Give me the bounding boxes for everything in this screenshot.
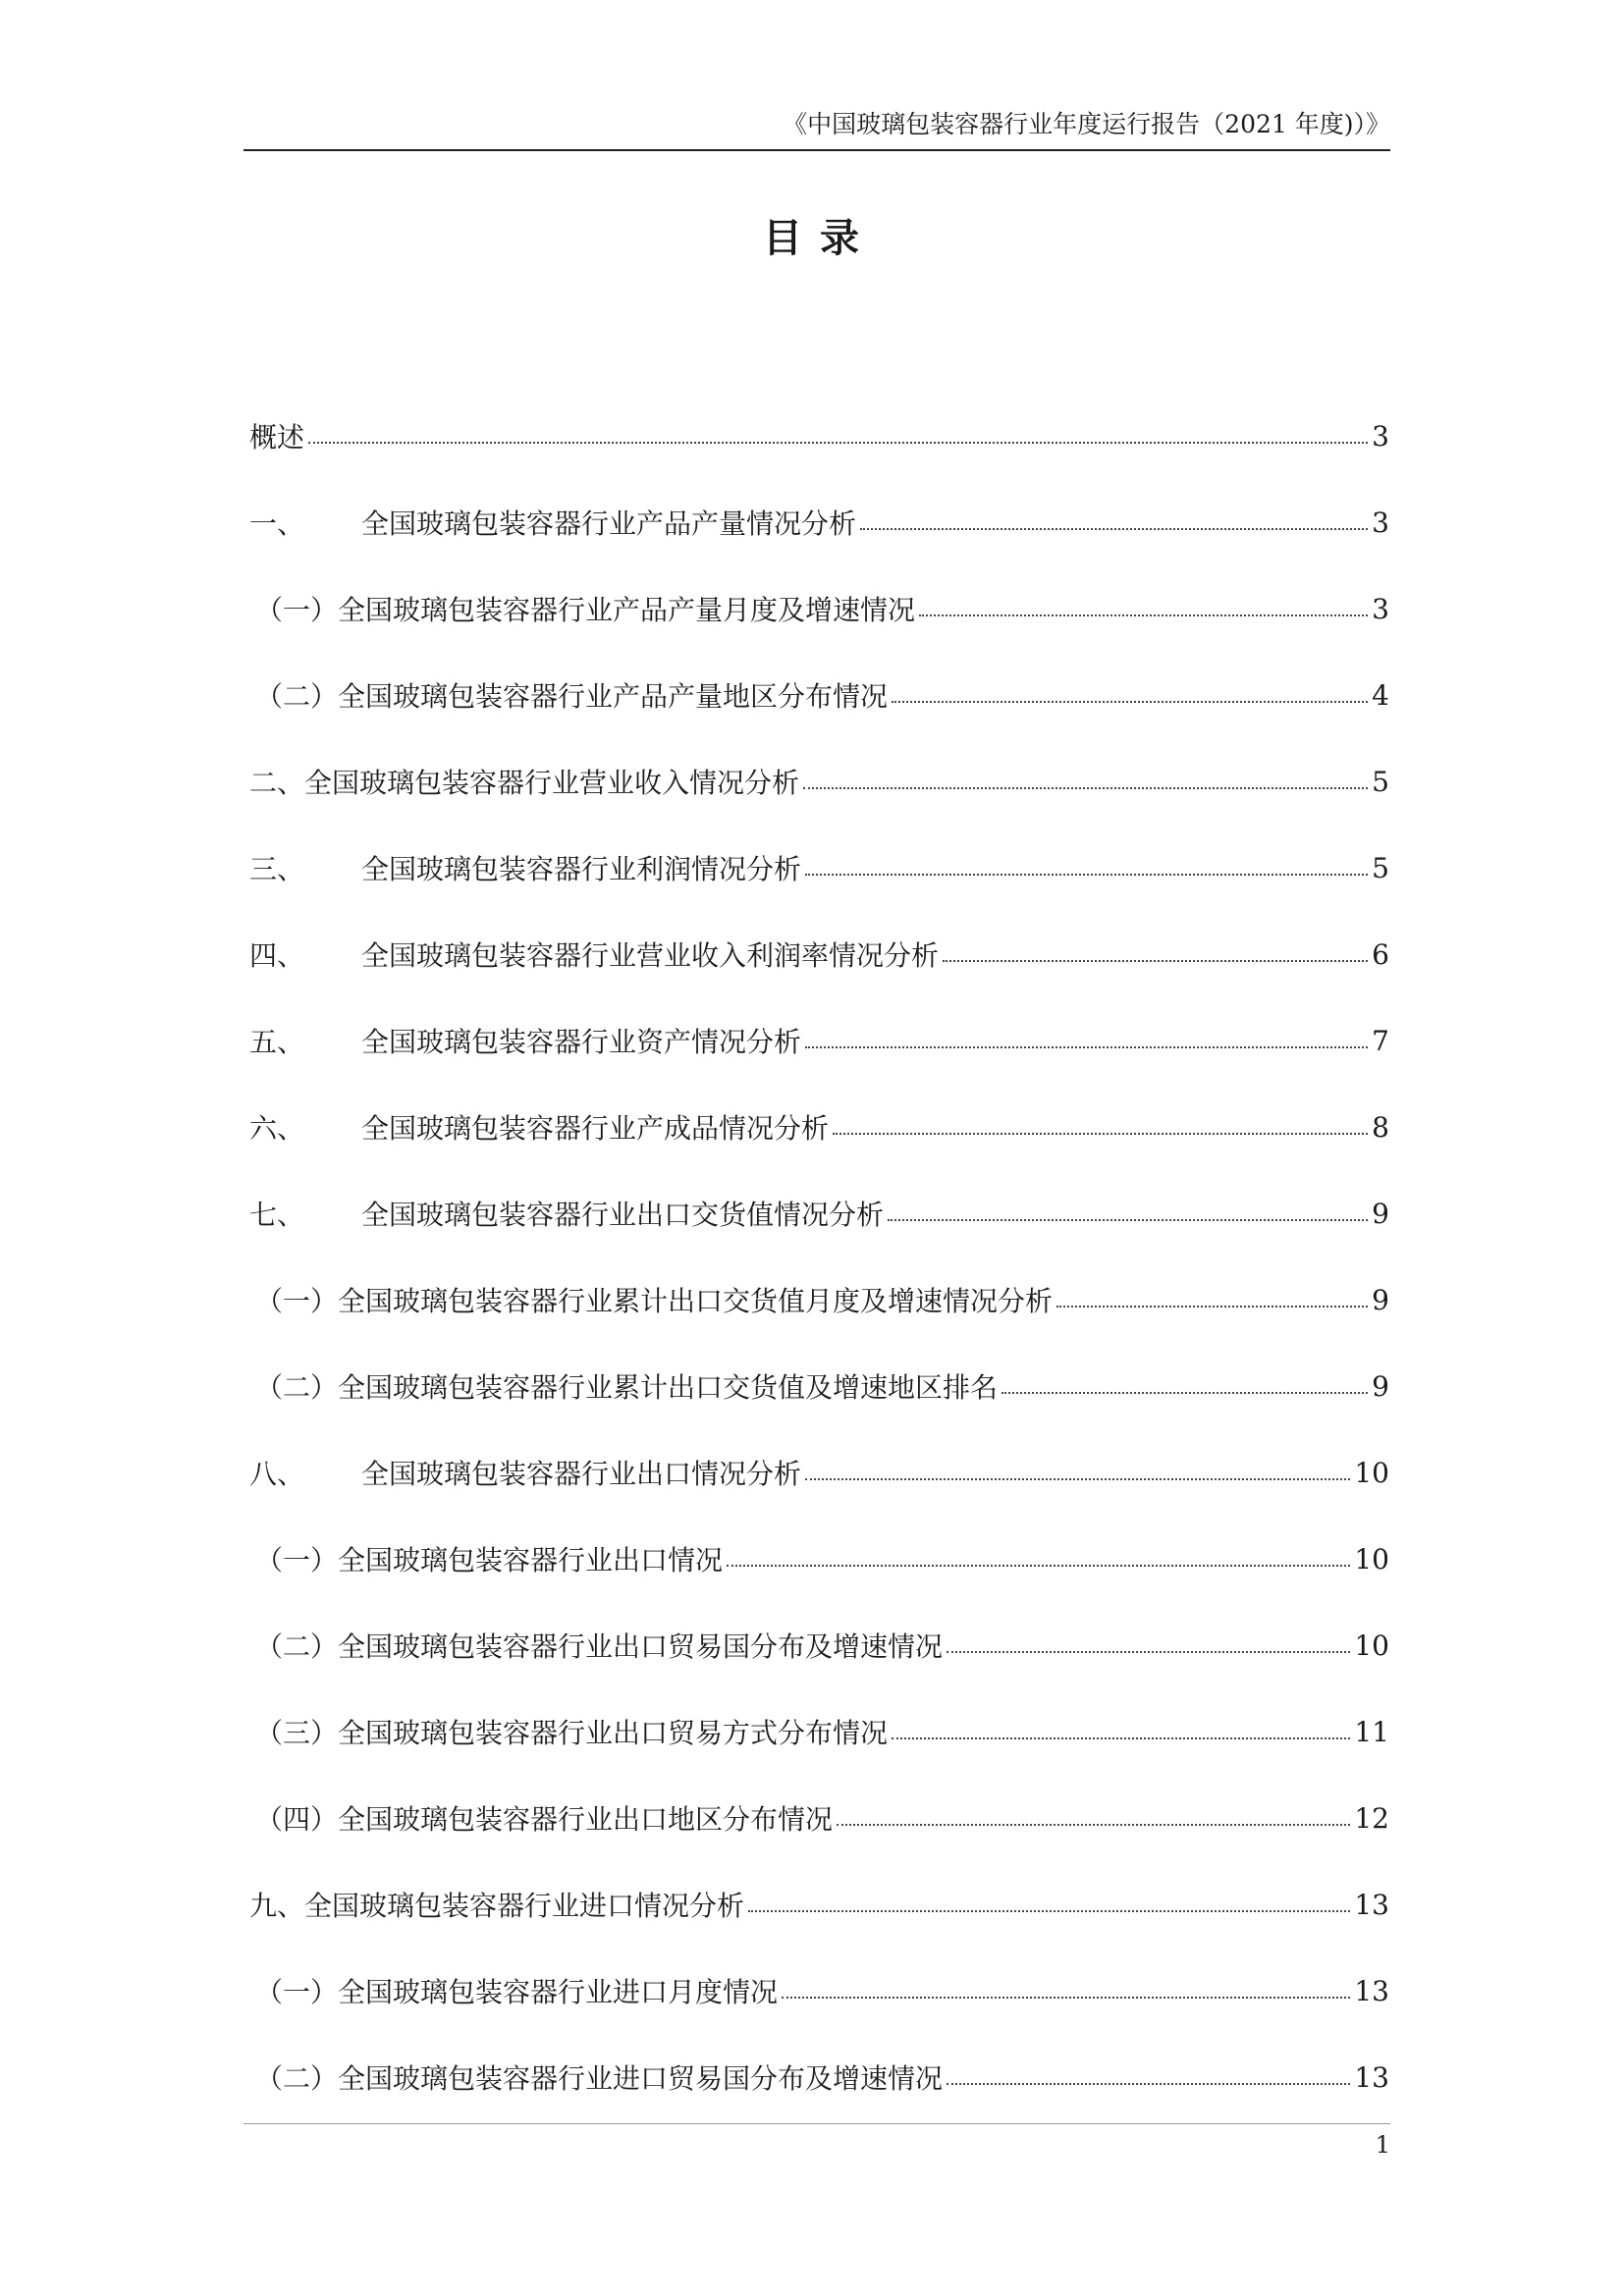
toc-entry[interactable] (249, 1084, 1389, 1170)
dot-leader (837, 1824, 1350, 1826)
toc-entry-page: 5 (1372, 851, 1389, 884)
dot-leader (888, 1219, 1368, 1221)
dot-leader (805, 1046, 1368, 1048)
toc-entry-page: 9 (1372, 1283, 1389, 1316)
toc-entry-page: 11 (1354, 1715, 1389, 1748)
page-number: 1 (1375, 2131, 1390, 2159)
toc-entry-title: 全国玻璃包装容器行业产成品情况分析 (361, 1112, 830, 1145)
toc-entry-page: 13 (1354, 1888, 1389, 1921)
toc-entry[interactable] (249, 1775, 1389, 1861)
toc-entry[interactable] (249, 393, 1389, 479)
toc-entry[interactable] (249, 1861, 1389, 1948)
toc-entry-title: （四）全国玻璃包装容器行业出口地区分布情况 (255, 1803, 834, 1836)
toc-entry-title: （二）全国玻璃包装容器行业累计出口交货值及增速地区排名 (255, 1371, 999, 1404)
toc-entry[interactable] (249, 911, 1389, 997)
toc-entry-number: 四、 (249, 939, 305, 972)
footer-rule (244, 2123, 1390, 2124)
dot-leader (727, 1565, 1350, 1567)
dot-leader (805, 874, 1368, 876)
toc-entry-title: 全国玻璃包装容器行业资产情况分析 (361, 1026, 802, 1058)
toc-entry[interactable] (249, 1688, 1389, 1775)
dot-leader (803, 787, 1368, 789)
toc-entry-title: （二）全国玻璃包装容器行业产品产量地区分布情况 (255, 680, 889, 713)
toc-entry-number: 六、 (249, 1112, 305, 1145)
toc-entry-page: 10 (1354, 1542, 1389, 1575)
toc-entry-title: 全国玻璃包装容器行业产品产量情况分析 (361, 507, 857, 540)
toc-entry-title: （一）全国玻璃包装容器行业进口月度情况 (255, 1976, 779, 2008)
toc-entry[interactable] (249, 1516, 1389, 1602)
dot-leader (1001, 1392, 1368, 1394)
dot-leader (782, 1997, 1350, 1999)
toc-entry[interactable] (249, 997, 1389, 1084)
dot-leader (947, 1651, 1350, 1653)
toc-entry-page: 9 (1372, 1369, 1389, 1403)
dot-leader (860, 528, 1368, 530)
toc-entry[interactable] (249, 1256, 1389, 1343)
toc-entry-title: （一）全国玻璃包装容器行业出口情况 (255, 1544, 724, 1576)
toc-entry-title: 全国玻璃包装容器行业营业收入利润率情况分析 (361, 939, 940, 972)
running-header: 《中国玻璃包装容器行业年度运行报告（2021 年度)）》 (783, 110, 1390, 138)
toc-entry-title: 全国玻璃包装容器行业出口交货值情况分析 (361, 1199, 885, 1231)
dot-leader (805, 1478, 1350, 1480)
toc-entry[interactable] (249, 825, 1389, 911)
toc-entry-number: 八、 (249, 1458, 305, 1490)
dot-leader (833, 1133, 1368, 1135)
toc-entry[interactable] (249, 1343, 1389, 1429)
toc-entry[interactable] (249, 1170, 1389, 1256)
page-title: 目 录 (763, 215, 861, 261)
toc-entry-page: 13 (1354, 1974, 1389, 2007)
toc-entry-page: 7 (1372, 1024, 1389, 1057)
toc-entry[interactable] (249, 2034, 1389, 2120)
toc-entry-title: （一）全国玻璃包装容器行业产品产量月度及增速情况 (255, 594, 916, 626)
toc-entry[interactable] (249, 652, 1389, 738)
toc-entry-page: 8 (1372, 1110, 1389, 1144)
toc-entry[interactable] (249, 565, 1389, 652)
dot-leader (748, 1910, 1350, 1912)
toc-entry-title: 概述 (249, 421, 305, 454)
dot-leader (308, 442, 1368, 444)
toc-entry-number: 一、 (249, 507, 305, 540)
dot-leader (943, 960, 1368, 962)
toc-entry-title: （二）全国玻璃包装容器行业进口贸易国分布及增速情况 (255, 2062, 944, 2095)
header-rule (244, 149, 1390, 151)
toc-entry-title: （二）全国玻璃包装容器行业出口贸易国分布及增速情况 (255, 1630, 944, 1663)
toc-entry-title: （三）全国玻璃包装容器行业出口贸易方式分布情况 (255, 1717, 889, 1749)
toc-entry[interactable] (249, 1948, 1389, 2034)
toc-entry-page: 6 (1372, 937, 1389, 971)
toc-entry-page: 3 (1372, 506, 1389, 539)
dot-leader (919, 614, 1368, 616)
toc-entry[interactable] (249, 479, 1389, 565)
toc-entry-title: 全国玻璃包装容器行业出口情况分析 (361, 1458, 802, 1490)
table-of-contents (249, 393, 1389, 2120)
toc-entry-page: 13 (1354, 2060, 1389, 2094)
toc-entry-number: 三、 (249, 853, 305, 885)
toc-entry-page: 3 (1372, 419, 1389, 453)
toc-entry-page: 3 (1372, 592, 1389, 625)
toc-entry-page: 5 (1372, 765, 1389, 798)
toc-entry-title: 二、全国玻璃包装容器行业营业收入情况分析 (249, 767, 800, 799)
dot-leader (1056, 1306, 1368, 1308)
toc-entry[interactable] (249, 738, 1389, 825)
toc-entry-page: 4 (1372, 678, 1389, 712)
toc-entry-page: 10 (1354, 1456, 1389, 1489)
toc-entry[interactable] (249, 1429, 1389, 1516)
toc-entry-page: 10 (1354, 1629, 1389, 1662)
toc-entry-title: 全国玻璃包装容器行业利润情况分析 (361, 853, 802, 885)
toc-entry-number: 五、 (249, 1026, 305, 1058)
toc-entry-page: 9 (1372, 1197, 1389, 1230)
dot-leader (947, 2083, 1350, 2085)
dot-leader (892, 1737, 1350, 1739)
dot-leader (892, 701, 1368, 703)
toc-entry-title: 九、全国玻璃包装容器行业进口情况分析 (249, 1890, 745, 1922)
toc-entry[interactable] (249, 1602, 1389, 1688)
toc-entry-title: （一）全国玻璃包装容器行业累计出口交货值月度及增速情况分析 (255, 1285, 1054, 1317)
toc-entry-number: 七、 (249, 1199, 305, 1231)
toc-entry-page: 12 (1354, 1801, 1389, 1835)
